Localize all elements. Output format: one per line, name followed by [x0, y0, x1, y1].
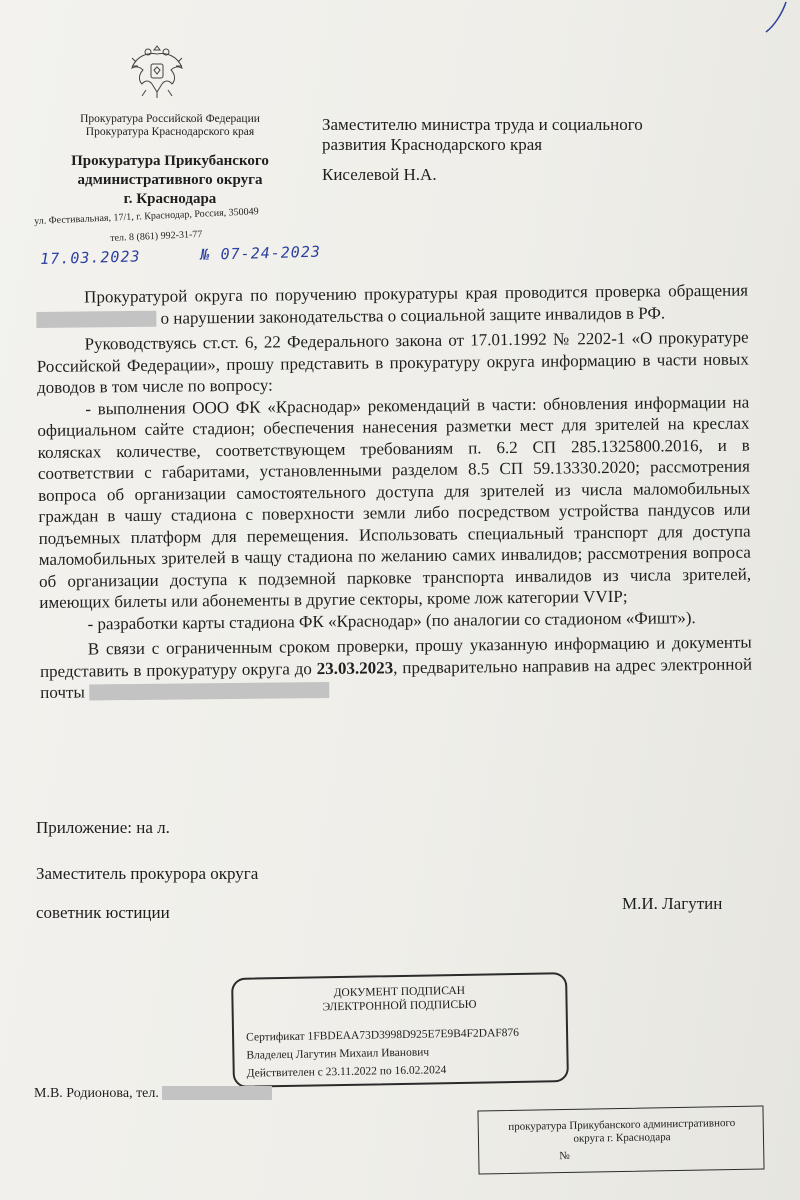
deadline-date: 23.03.2023 — [316, 657, 394, 678]
handwritten-number: № 07-24-2023 — [200, 242, 322, 264]
recipient-title-line2: развития Краснодарского края — [322, 135, 543, 154]
paragraph-text: В связи с ограниченным сроком проверки, прошу указанную информацию и документы представить в прокуратуру округа до — [39, 632, 752, 681]
redacted-email — [89, 682, 329, 701]
agency-name-federal: Прокуратура Российской Федерации — [80, 113, 260, 125]
stamp-certificate: Сертификат 1FBDEAA73D3998D925E7E9B4F2DAF876 — [246, 1026, 520, 1044]
office-name-line: г. Краснодара — [123, 191, 217, 207]
recipient-title-line1: Заместителю министра труда и социального — [322, 115, 643, 134]
attachment-line: Приложение: на л. — [36, 818, 170, 837]
registration-line: округа г. Краснодара — [573, 1131, 671, 1145]
recipient-name: Киселевой Н.А. — [322, 165, 437, 184]
office-name-line: административного округа — [77, 172, 263, 188]
stamp-validity: Действителен с 23.11.2022 по 16.02.2024 — [246, 1064, 447, 1080]
paragraph-item-stadium-map: - разработки карты стадиона ФК «Краснодар» (по аналогии со стадионом «Фишт»). — [87, 607, 696, 633]
redacted-name — [36, 310, 156, 327]
office-phone: тел. 8 (861) 992-31-77 — [110, 228, 203, 244]
agency-name-regional: Прокуратура Краснодарского края — [85, 126, 255, 138]
paragraph-deadline — [40, 632, 753, 704]
stamp-title-line: ЭЛЕКТРОННОЙ ПОДПИСЬЮ — [322, 998, 477, 1014]
electronic-signature-stamp — [231, 972, 569, 1088]
office-name-line: Прокуратура Прикубанского — [71, 153, 269, 169]
handwritten-registration — [40, 243, 321, 268]
signatory-name: М.И. Лагутин — [622, 894, 723, 913]
paragraph-text: Прокуратурой округа по поручению прокуратуры края проводится проверка обращения — [84, 280, 749, 307]
stamp-owner: Владелец Лагутин Михаил Иванович — [246, 1046, 430, 1062]
paragraph-request — [36, 280, 748, 330]
signatory-position: Заместитель прокурора округа — [36, 864, 259, 883]
stamp-title-line: ДОКУМЕНТ ПОДПИСАН — [333, 984, 466, 1000]
signatory-rank: советник юстиции — [36, 903, 170, 922]
redacted-phone — [162, 1086, 272, 1100]
stamp-title — [233, 982, 565, 1016]
registration-number: № — [559, 1149, 570, 1163]
office-address: ул. Фестивальная, 17/1, г. Краснодар, Россия, 350049 — [34, 206, 259, 227]
paragraph-item-recommendations: - выполнения ООО ФК «Краснодар» рекомендаций в части: обновления информации на официальном сайте стадион; обеспечения нанесения разметки мест для зрителей на креслах колясках количестве, соответствующем требованиям п. 6.2 СП 285.1325800.2016, и в соответствии с габаритами, установленными разделом 8.5 СП 59.13330.2020; рассмотрения вопроса об организации самостоятельного доступа для зрителей из числа маломобильных граждан в чашу стадиона с поверхности земли либо посредством устройства пандусов или подъемных платформ для перемещения. Использовать специальный транспорт для доступа маломобильных зрителей в чащу стадиона по желанию самих инвалидов; рассмотрения вопроса об организации доступа к подземной парковке транспорта инвалидов из числа зрителей, имеющих билеты или абонементы в другие секторы, кроме лож категории VVIP; — [37, 392, 752, 612]
executor-name: М.В. Родионова, тел. — [34, 1086, 159, 1101]
paragraph-text: о нарушении законодательства о социальной защите инвалидов в РФ. — [160, 302, 666, 328]
pen-mark — [760, 0, 790, 40]
registration-line: прокуратура Прикубанского административного — [508, 1117, 736, 1133]
paragraph-text: , предварительно направив на адрес электронной почты — [40, 654, 753, 702]
paragraph-legal-basis: Руководствуясь ст.ст. 6, 22 Федерального закона от 17.01.1992 № 2202-1 «О прокуратуре Российской Федерации», прошу представить в прокуратуру округа информацию в части новых доводов в том числе по вопросу: — [36, 327, 749, 397]
letter-body — [36, 280, 752, 704]
coat-of-arms-emblem — [126, 40, 188, 102]
executor-line — [34, 1086, 272, 1102]
handwritten-date: 17.03.2023 — [40, 247, 141, 268]
issuing-office-name — [40, 152, 300, 209]
incoming-registration-box — [477, 1106, 764, 1175]
